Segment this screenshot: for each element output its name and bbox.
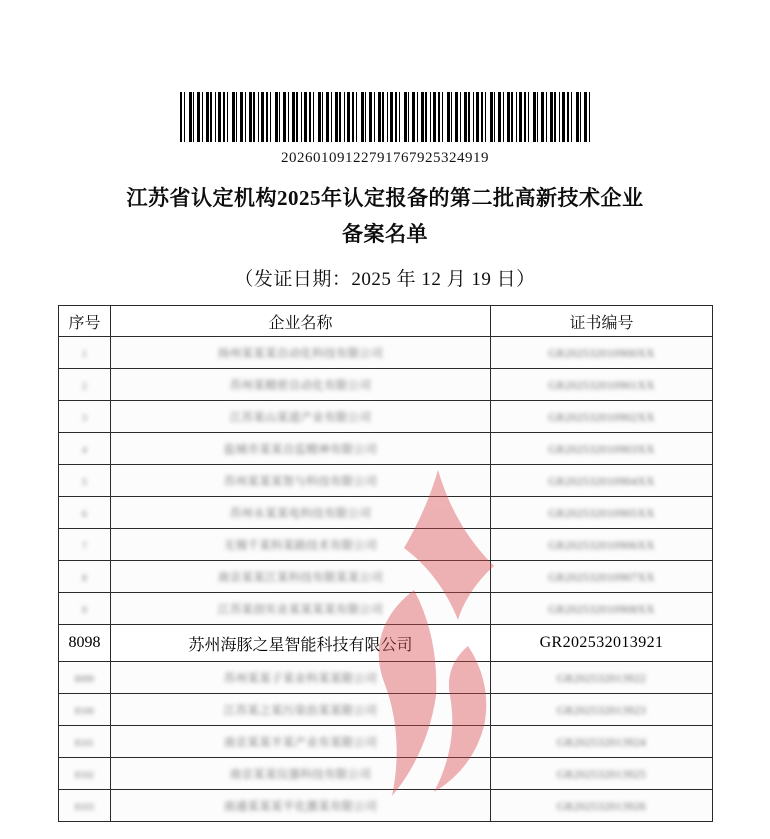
cell-cert: GR202532010906XX (548, 539, 655, 552)
table-row (59, 662, 713, 694)
cell-name: 江苏某山某道产业有限公司 (229, 411, 372, 424)
table-row (59, 369, 713, 401)
table-header-row (59, 306, 713, 337)
page-title-line1: 江苏省认定机构2025年认定报备的第二批高新技术企业 (126, 186, 644, 210)
cell-cert: GR202532013925 (556, 768, 647, 781)
cell-name: 江苏某创实业某某某某有限公司 (217, 603, 384, 616)
cell-no: 8099 (74, 673, 95, 684)
page-title-line2: 备案名单 (342, 221, 428, 246)
table-row (59, 593, 713, 625)
cell-no: 6 (82, 508, 87, 519)
cell-cert: GR202532010908XX (548, 603, 655, 616)
barcode-number: 20260109122791767925324919 (281, 150, 489, 166)
table-row (59, 561, 713, 593)
cell-no: 8100 (74, 705, 95, 716)
table-row (59, 497, 713, 529)
column-header-cert: 证书编号 (491, 306, 713, 337)
cell-cert: GR202532010907XX (548, 571, 655, 584)
issue-date: （发证日期：2025 年 12 月 19 日） (234, 269, 536, 291)
cell-name: 南通某某某平化激某有限公司 (223, 800, 378, 813)
listing-table (58, 305, 713, 822)
cell-no: 3 (82, 412, 87, 423)
cell-name: 盐城市某某自监精神有限公司 (223, 443, 378, 456)
table-row (59, 465, 713, 497)
table-row (59, 790, 713, 822)
cell-no: 9 (82, 604, 87, 615)
barcode-block (58, 0, 712, 167)
table-row (59, 529, 713, 561)
table-row (59, 433, 713, 465)
column-header-no: 序号 (59, 306, 111, 337)
table-row (59, 401, 713, 433)
cell-name: 扬州某某某自动化科技有限公司 (217, 347, 384, 360)
table-row (59, 694, 713, 726)
table-row-highlighted (59, 625, 713, 662)
cell-name: 无锡千某科某路技术有限公司 (223, 539, 378, 552)
page-title (58, 181, 712, 252)
cell-cert: GR202532010904XX (548, 475, 655, 488)
cell-no: 8 (82, 572, 87, 583)
cell-cert: GR202532013922 (556, 672, 647, 685)
cell-cert: GR202532013926 (556, 800, 647, 813)
table-row (59, 758, 713, 790)
cell-cert: GR202532010905XX (548, 507, 655, 520)
cell-name: 苏州永某某电科技有限公司 (229, 507, 372, 520)
cell-no: 8101 (74, 737, 95, 748)
cell-no: 1 (82, 348, 87, 359)
cell-name: 苏州某精密自动化有限公司 (229, 379, 372, 392)
barcode-image (180, 92, 590, 142)
cell-cert: GR202532010903XX (548, 443, 655, 456)
cell-name: 苏州海豚之星智能科技有限公司 (111, 625, 491, 662)
cell-cert: GR202532013923 (556, 704, 647, 717)
cell-cert: GR202532010900XX (548, 347, 655, 360)
cell-cert: GR202532013924 (556, 736, 647, 749)
table-row (59, 337, 713, 369)
cell-no: 7 (82, 540, 87, 551)
cell-name: 苏州某某某智与科技有限公司 (223, 475, 378, 488)
table-row (59, 726, 713, 758)
cell-no: 2 (82, 380, 87, 391)
cell-name: 苏州某某子某业科某某限公司 (223, 672, 378, 685)
cell-cert: GR202532010902XX (548, 411, 655, 424)
cell-no: 5 (82, 476, 87, 487)
column-header-name: 企业名称 (111, 306, 491, 337)
cell-cert: GR202532013921 (491, 625, 713, 662)
cell-name: 南京某某江某科技有限某某公司 (217, 571, 384, 584)
cell-name: 南京某某半某产业有某限公司 (223, 736, 378, 749)
cell-no: 8103 (74, 801, 95, 812)
listing-table-wrap (58, 305, 712, 822)
cell-cert: GR202532010901XX (548, 379, 655, 392)
cell-name: 南京某某仪器科技有限公司 (229, 768, 372, 781)
cell-no: 8102 (74, 769, 95, 780)
cell-no: 8098 (59, 625, 111, 662)
cell-name: 江苏某之某污染治某某限公司 (223, 704, 378, 717)
cell-no: 4 (82, 444, 87, 455)
